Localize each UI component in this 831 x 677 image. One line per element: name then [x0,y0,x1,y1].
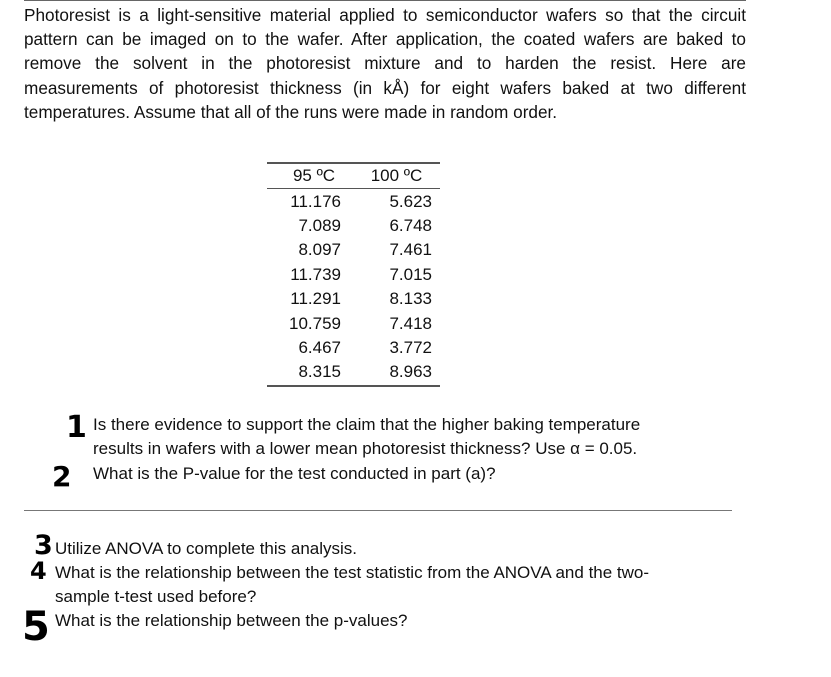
cell-95c: 6.467 [298,337,341,357]
question-4-line-2: sample t-test used before? [55,587,257,606]
table-row [267,287,440,311]
question-5: What is the relationship between the p-values? [55,611,408,630]
section-divider [24,510,732,511]
handwritten-number-2: 2 [52,460,72,493]
cell-95c: 8.097 [298,240,341,260]
table-row [267,360,440,385]
question-4-line-1: What is the relationship between the test statistic from the ANOVA and the two- [55,563,650,582]
cell-100c: 8.963 [389,362,432,382]
cell-100c: 5.623 [389,191,432,211]
handwritten-number-1: 1 [66,410,87,445]
cell-95c: 11.176 [290,191,341,211]
table-row [267,311,440,335]
table-row [267,263,440,287]
cell-95c: 10.759 [289,313,341,333]
thickness-table [267,162,440,387]
col-header-95c: 95 ºC [267,163,341,189]
question-3: Utilize ANOVA to complete this analysis. [55,539,358,558]
table-row [267,214,440,238]
top-rule [24,0,746,1]
cell-100c: 3.772 [389,337,432,357]
table-row [267,336,440,360]
table-row [267,238,440,262]
cell-100c: 7.461 [389,240,432,260]
cell-95c: 11.739 [290,264,341,284]
cell-100c: 8.133 [389,289,432,309]
table-row [267,189,440,214]
cell-100c: 6.748 [389,215,432,235]
handwritten-number-3: 3 [34,530,53,561]
cell-95c: 8.315 [298,362,341,382]
handwritten-number-5: 5 [22,604,50,650]
cell-100c: 7.418 [389,313,432,333]
intro-paragraph: Photoresist is a light-sensitive material applied to semiconductor wafers so that the circuit pattern can be imaged on to the wafer. After application, the coated wafers are baked to remove the solvent in the photoresist mixture and to harden the resist. Here are measurements of photoresist thickness (in kÅ) for eight wafers baked at two different temperatures. Assume that all of the runs were made in random order. [24,5,746,122]
table-header-row [267,163,440,189]
cell-100c: 7.015 [389,264,432,284]
question-1-line-2: results in wafers with a lower mean photoresist thickness? Use α = 0.05. [93,439,638,458]
question-2: What is the P-value for the test conducted in part (a)? [93,464,496,483]
cell-95c: 7.089 [298,215,341,235]
cell-95c: 11.291 [290,289,341,309]
handwritten-number-4: 4 [30,557,47,585]
question-1-line-1: Is there evidence to support the claim that the higher baking temperature [93,415,641,434]
col-header-100c: 100 ºC [341,163,440,189]
